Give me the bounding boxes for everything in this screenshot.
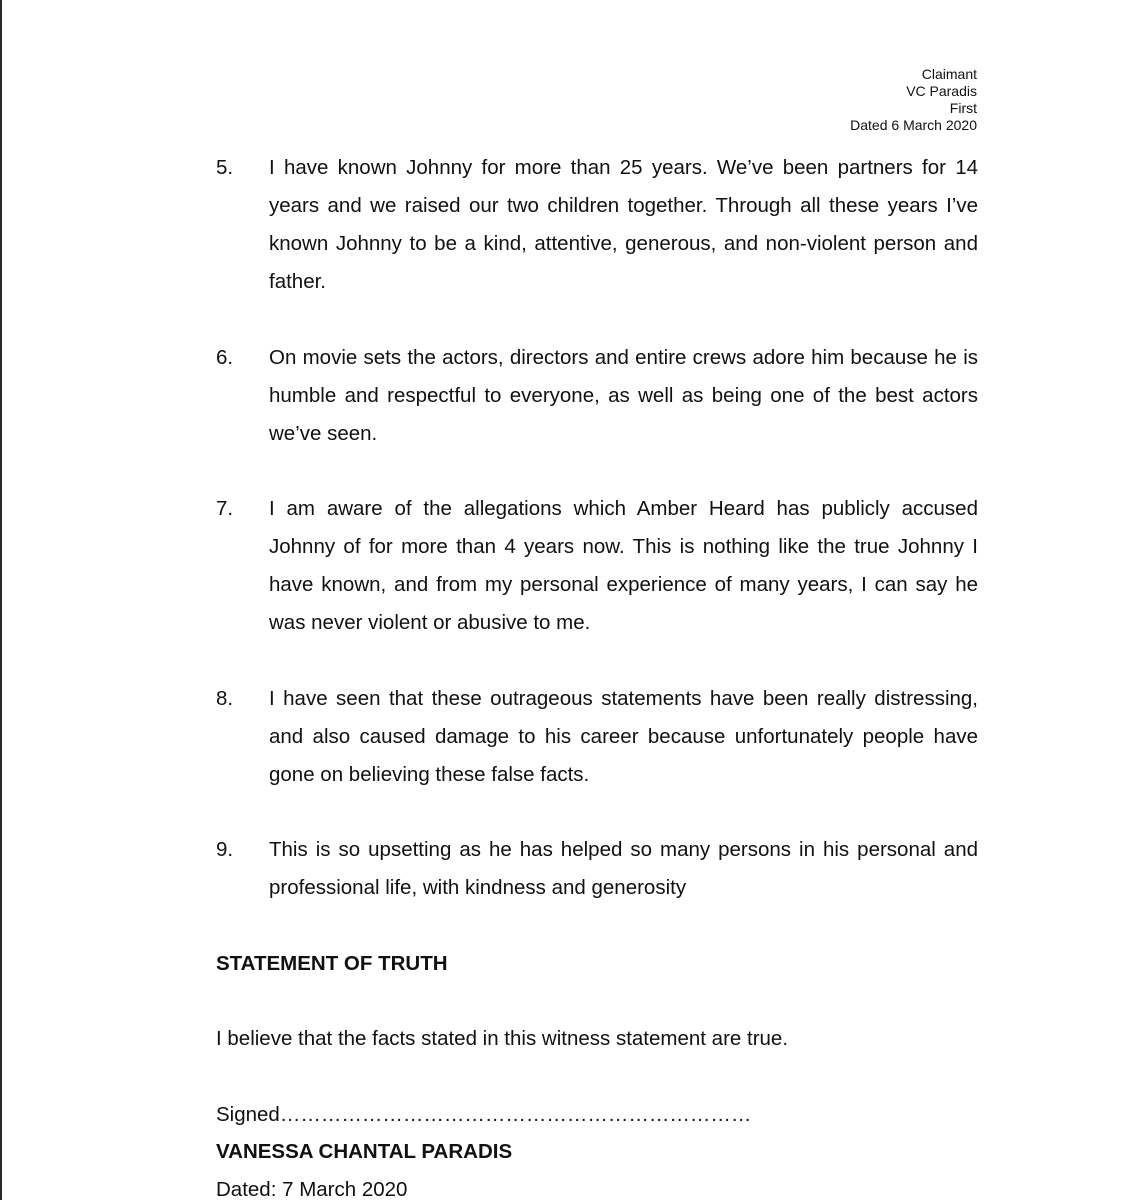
paragraph-text: I am aware of the allegations which Amber Heard has publicly accused Johnny of for more than 4 years now. This is nothing like the true Johnny I have known, and from my personal experience of many years, I can say he was never violent or abusive to me. xyxy=(269,497,978,634)
paragraph-text: On movie sets the actors, directors and entire crews adore him because he is humble and respectful to everyone, as well as being one of the best actors we’ve seen. xyxy=(269,346,978,445)
paragraph-number: 9. xyxy=(216,838,234,861)
paragraph-number: 5. xyxy=(216,156,234,179)
belief-statement: I believe that the facts stated in this witness statement are true. xyxy=(216,1027,789,1050)
document-header xyxy=(850,66,977,134)
header-witness: VC Paradis xyxy=(906,83,977,99)
header-date: Dated 6 March 2020 xyxy=(850,117,977,133)
paragraph-number: 8. xyxy=(216,687,234,710)
signature-line: Signed…………………………………………………………… xyxy=(216,1103,752,1126)
header-statement-number: First xyxy=(949,100,977,116)
paragraph-text: This is so upsetting as he has helped so many persons in his personal and professional life, with kindness and generosity xyxy=(269,838,978,899)
paragraph-text: I have seen that these outrageous statements have been really distressing, and also caused damage to his career because unfortunately people have gone on believing these false facts. xyxy=(269,687,978,786)
paragraph-number: 7. xyxy=(216,497,234,520)
signatory-name: VANESSA CHANTAL PARADIS xyxy=(216,1140,513,1163)
paragraph-text: I have known Johnny for more than 25 years. We’ve been partners for 14 years and we raised our two children together. Through all these years I’ve known Johnny to be a kind, attentive, generous, and non-violent person and father. xyxy=(269,156,978,293)
statement-of-truth-heading: STATEMENT OF TRUTH xyxy=(216,952,448,975)
signature-date: Dated: 7 March 2020 xyxy=(216,1178,408,1201)
paragraph-number: 6. xyxy=(216,346,234,369)
page-left-border xyxy=(0,0,2,1200)
header-party: Claimant xyxy=(921,66,977,82)
